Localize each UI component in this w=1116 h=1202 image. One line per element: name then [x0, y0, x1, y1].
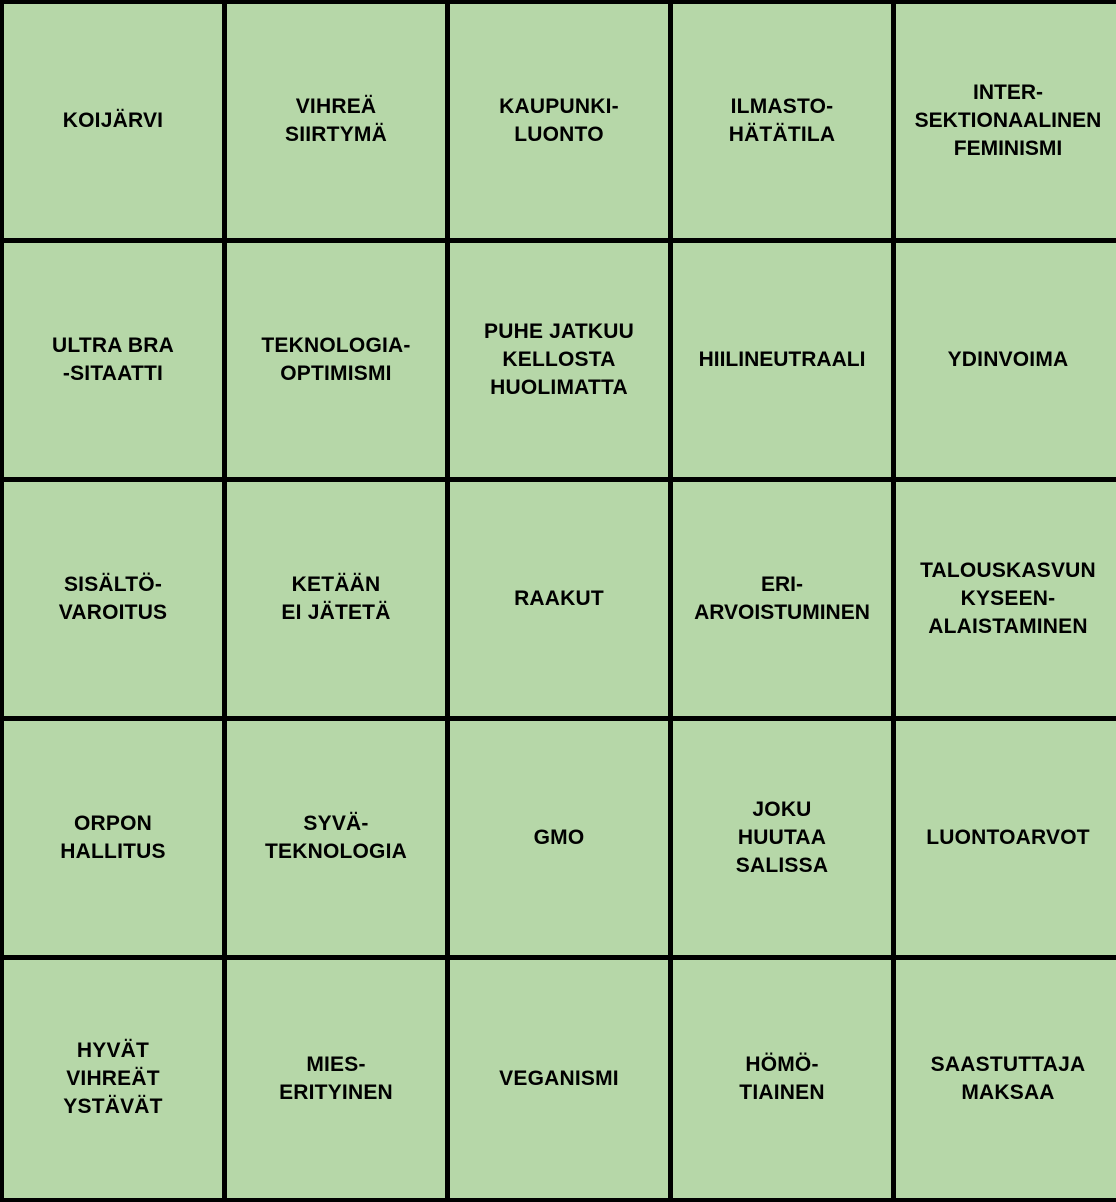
cell-label: YDINVOIMA — [947, 348, 1069, 371]
bingo-cell-r1c4[interactable] — [673, 4, 891, 238]
bingo-cell-r4c4[interactable] — [673, 721, 891, 955]
cell-label: PUHE JATKUU KELLOSTA HUOLIMATTA — [484, 320, 634, 399]
cell-label: SYVÄ- TEKNOLOGIA — [265, 812, 407, 863]
cell-label: ULTRA BRA -SITAATTI — [52, 334, 174, 385]
bingo-cell-r4c3[interactable] — [450, 721, 668, 955]
cell-label: ILMASTO- HÄTÄTILA — [728, 95, 836, 146]
cell-label: SISÄLTÖ- VAROITUS — [58, 573, 168, 624]
bingo-cell-r5c4[interactable] — [673, 960, 891, 1198]
bingo-cell-r3c1[interactable] — [4, 482, 222, 716]
bingo-cell-r5c2[interactable] — [227, 960, 445, 1198]
cell-label: HIILINEUTRAALI — [698, 348, 866, 371]
cell-label: KETÄÄN EI JÄTETÄ — [281, 573, 391, 624]
bingo-cell-r3c2[interactable] — [227, 482, 445, 716]
cell-label: HÖMÖ- TIAINEN — [739, 1053, 825, 1104]
bingo-cell-r4c5[interactable] — [896, 721, 1116, 955]
cell-label: LUONTOARVOT — [926, 826, 1090, 849]
bingo-cell-r5c5[interactable] — [896, 960, 1116, 1198]
bingo-cell-r1c2[interactable] — [227, 4, 445, 238]
cell-label: VIHREÄ SIIRTYMÄ — [285, 95, 387, 146]
bingo-cell-r1c1[interactable] — [4, 4, 222, 238]
bingo-cell-r2c1[interactable] — [4, 243, 222, 477]
cell-label: KOIJÄRVI — [62, 109, 164, 132]
bingo-cell-r2c3[interactable] — [450, 243, 668, 477]
cell-label: RAAKUT — [514, 587, 604, 610]
cell-label: TEKNOLOGIA- OPTIMISMI — [261, 334, 411, 385]
bingo-cell-r4c1[interactable] — [4, 721, 222, 955]
cell-label: ERI- ARVOISTUMINEN — [694, 573, 870, 624]
bingo-cell-r2c5[interactable] — [896, 243, 1116, 477]
bingo-cell-r3c3[interactable] — [450, 482, 668, 716]
cell-label: HYVÄT VIHREÄT YSTÄVÄT — [63, 1039, 163, 1118]
bingo-cell-r3c5[interactable] — [896, 482, 1116, 716]
bingo-cell-r4c2[interactable] — [227, 721, 445, 955]
cell-label: GMO — [533, 826, 585, 849]
cell-label: ORPON HALLITUS — [60, 812, 166, 863]
bingo-cell-r3c4[interactable] — [673, 482, 891, 716]
cell-label: JOKU HUUTAA SALISSA — [735, 798, 829, 877]
bingo-cell-r2c4[interactable] — [673, 243, 891, 477]
cell-label: SAASTUTTAJA MAKSAA — [930, 1053, 1086, 1104]
cell-label: KAUPUNKI- LUONTO — [499, 95, 619, 146]
bingo-cell-r2c2[interactable] — [227, 243, 445, 477]
cell-label: TALOUSKASVUN KYSEEN- ALAISTAMINEN — [920, 559, 1096, 638]
cell-label: INTER- SEKTIONAALINEN FEMINISMI — [914, 81, 1102, 160]
bingo-cell-r5c3[interactable] — [450, 960, 668, 1198]
cell-label: MIES- ERITYINEN — [279, 1053, 393, 1104]
bingo-cell-r1c3[interactable] — [450, 4, 668, 238]
bingo-cell-r5c1[interactable] — [4, 960, 222, 1198]
cell-label: VEGANISMI — [499, 1067, 619, 1090]
bingo-cell-r1c5[interactable] — [896, 4, 1116, 238]
